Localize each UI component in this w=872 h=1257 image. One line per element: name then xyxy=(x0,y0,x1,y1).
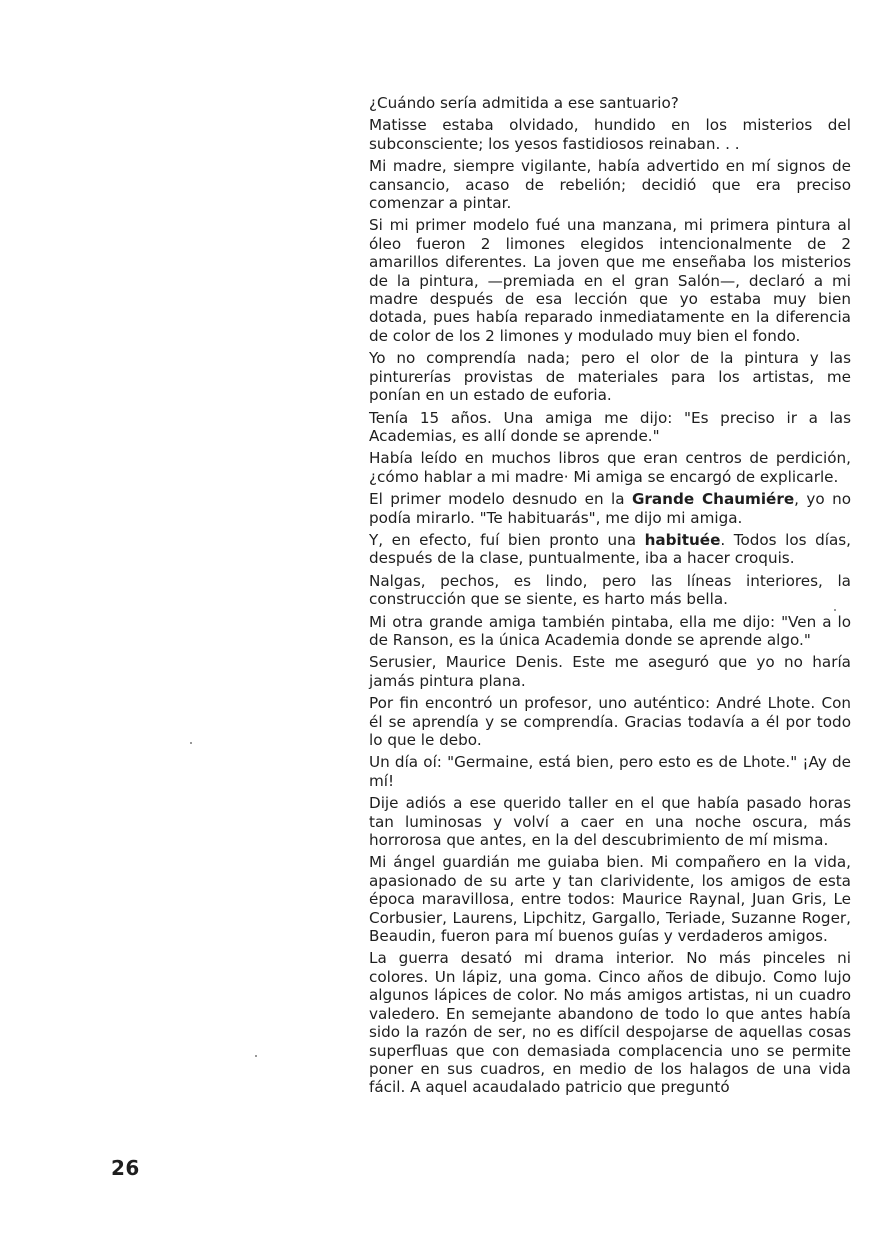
emphasized-term: Grande Chaumiére xyxy=(631,490,795,509)
paragraph: Y, en efecto, fuí bien pronto una habituée. Todos los días, después de la clase, puntualmente, iba a hacer croquis. xyxy=(369,530,851,568)
paragraph: El primer modelo desnudo en la Grande Chaumiére, yo no podía mirarlo. "Te habituarás", me dijo mi amiga. xyxy=(369,490,851,527)
page-text-column xyxy=(369,94,851,1101)
scan-speck xyxy=(190,742,192,744)
paragraph: Había leído en muchos libros que eran centros de perdición, ¿cómo hablar a mi madre· Mi amiga se encargó de explicarle. xyxy=(369,449,851,486)
paragraph: La guerra desató mi drama interior. No más pinceles ni colores. Un lápiz, una goma. Cinco años de dibujo. Como lujo algunos lápices de color. No más amigos artistas, ni un cuadro valedero. En semejante abandono de todo lo que antes había sido la razón de ser, no es difícil despojarse de aquellas cosas superfluas que con demasiada complacencia uno se permite poner en sus cuadros, en medio de los halagos de una vida fácil. A aquel acaudalado patricio que preguntó xyxy=(369,949,851,1097)
scan-speck xyxy=(834,609,836,611)
paragraph: Si mi primer modelo fué una manzana, mi primera pintura al óleo fueron 2 limones elegidos intencionalmente de 2 amarillos diferentes. La joven que me enseñaba los misterios de la pintura, —premiada en el gran Salón—, declaró a mi madre después de esa lección que yo estaba muy bien dotada, pues había reparado inmediatamente en la diferencia de color de los 2 limones y modulado muy bien el fondo. xyxy=(369,216,851,345)
paragraph: Un día oí: "Germaine, está bien, pero esto es de Lhote." ¡Ay de mí! xyxy=(369,753,851,790)
paragraph: Serusier, Maurice Denis. Este me aseguró que yo no haría jamás pintura plana. xyxy=(369,653,851,690)
scan-speck xyxy=(255,1055,257,1057)
paragraph: Yo no comprendía nada; pero el olor de la pintura y las pinturerías provistas de materiales para los artistas, me ponían en un estado de euforia. xyxy=(369,349,851,405)
paragraph: ¿Cuándo sería admitida a ese santuario? xyxy=(369,94,679,112)
paragraph: Por fin encontró un profesor, uno auténtico: André Lhote. Con él se aprendía y se comprendía. Gracias todavía a él por todo lo que le debo. xyxy=(369,694,851,749)
paragraph: Mi madre, siempre vigilante, había advertido en mí signos de cansancio, acaso de rebelión; decidió que era preciso comenzar a pintar. xyxy=(369,157,851,213)
emphasized-term: habituée xyxy=(644,530,721,549)
paragraph: Dije adiós a ese querido taller en el que había pasado horas tan luminosas y volví a caer en una noche oscura, más horrorosa que antes, en la del descubrimiento de mí misma. xyxy=(369,794,851,850)
page-number: 26 xyxy=(111,1156,140,1180)
paragraph: Mi otra grande amiga también pintaba, ella me dijo: "Ven a lo de Ranson, es la única Academia donde se aprende algo." xyxy=(369,612,851,649)
paragraph: Nalgas, pechos, es lindo, pero las líneas interiores, la construcción que se siente, es harto más bella. xyxy=(369,571,851,609)
paragraph: Tenía 15 años. Una amiga me dijo: "Es preciso ir a las Academias, es allí donde se aprende." xyxy=(369,408,851,445)
paragraph: Matisse estaba olvidado, hundido en los misterios del subconsciente; los yesos fastidiosos reinaban. . . xyxy=(369,116,851,153)
paragraph: Mi ángel guardián me guiaba bien. Mi compañero en la vida, apasionado de su arte y tan clarividente, los amigos de esta época maravillosa, entre todos: Maurice Raynal, Juan Gris, Le Corbusier, Laurens, Lipchitz, Gargallo, Teriade, Suzanne Roger, Beaudin, fueron para mí buenos guías y verdaderos amigos. xyxy=(369,853,851,946)
